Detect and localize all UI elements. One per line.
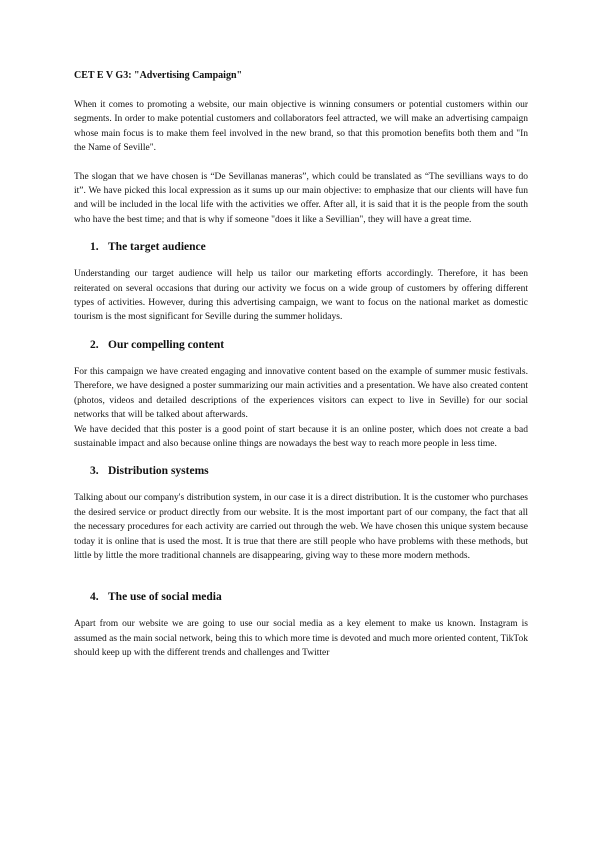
section-paragraph: Talking about our company's distribution system, in our case it is a direct distribution. It is the customer who purchases the desired service or product directly from our website. It is the most important part of our company, the fact that all the necessary procedures for each activity are carried out through the web. We have chosen this unique system because today it is online that is used the most. It is true that there are still people who have problems with these methods, but little by little the more traditional channels are disappearing, giving way to these more modern methods. [74,493,528,561]
section-heading-target-audience [74,241,528,253]
section-title: The target audience [108,241,206,254]
section-heading-social-media [74,591,528,603]
section-number: 1. [90,241,99,254]
intro-paragraph-1: When it comes to promoting a website, our main objective is winning consumers or potential customers within our segments. In order to make potential customers and collaborators feel attracted, we will make an advertising campaign whose main focus is to make them feel involved in the new brand, so that this promotion benefits both them and "In the Name of Seville". [74,100,528,154]
document-title: CET E V G3: "Advertising Campaign" [74,70,243,81]
intro-paragraph-2: The slogan that we have chosen is “De Sevillanas maneras”, which could be translated as “The sevillians ways to do it”. We have picked this local expression as it sums up our main objective: to emphasize that our clients will have fun and will be included in the local life with the activities we offer. After all, it is said that it is the people from the south who have the best time; and that is why if someone "does it like a Sevillian", they will have a great time. [74,171,528,225]
section-title: The use of social media [108,591,222,604]
section-paragraph: We have decided that this poster is a good point of start because it is an online poster, which does not create a bad sustainable impact and also because online things are nowadays the best way to reach more people in less time. [74,424,528,449]
section-paragraph: Understanding our target audience will help us tailor our marketing efforts accordingly. Therefore, it has been reiterated on several occasions that during our activity we focus on a wide group of customers by offering different types of activities. However, during this advertising campaign, we want to focus on the national market as domestic tourism is the most significant for Seville during the summer holidays. [74,269,528,323]
section-paragraph: For this campaign we have created engaging and innovative content based on the example of summer music festivals. Therefore, we have designed a poster summarizing our main activities and a presentation. We have also created content (photos, videos and detailed descriptions of the experiences visitors can expect to live in Seville) for our social networks that will be talked about afterwards. [74,366,528,421]
section-number: 2. [90,338,99,351]
section-number: 4. [90,591,99,604]
section-paragraph: Apart from our website we are going to use our social media as a key element to make us known. Instagram is assumed as the main social network, being this to which more time is devoted and much more oriented content, TikTok should keep up with the different trends and challenges and Twitter [74,619,528,659]
section-heading-compelling-content [74,339,528,351]
section-title: Our compelling content [108,338,225,351]
section-number: 3. [90,465,99,478]
section-heading-distribution-systems [74,465,528,477]
document-body [74,70,528,661]
section-title: Distribution systems [108,465,209,478]
